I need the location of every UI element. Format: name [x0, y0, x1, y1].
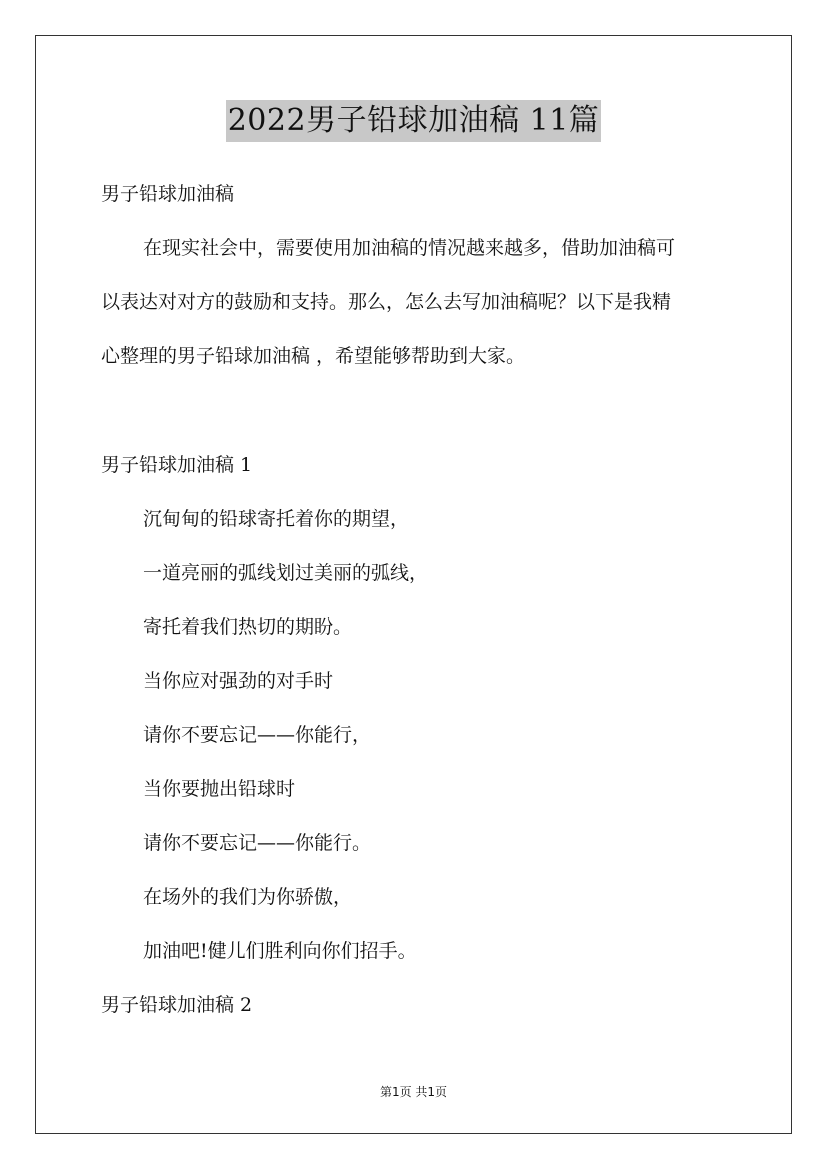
title-container: [0, 100, 827, 142]
intro-heading: 男子铅球加油稿: [101, 183, 235, 205]
poem-line-1: 沉甸甸的铅球寄托着你的期望，: [143, 508, 410, 530]
document-title: 2022男子铅球加油稿 11篇: [226, 100, 602, 142]
intro-line-2: 以表达对对方的鼓励和支持。那么，怎么去写加油稿呢？以下是我精: [101, 291, 672, 313]
poem-line-7: 请你不要忘记——你能行。: [143, 832, 372, 854]
poem-line-8: 在场外的我们为你骄傲，: [143, 886, 353, 908]
poem-line-3: 寄托着我们热切的期盼。: [143, 616, 353, 638]
poem-line-6: 当你要抛出铅球时: [143, 778, 296, 800]
section2-heading: 男子铅球加油稿 2: [101, 994, 253, 1016]
poem-line-5: 请你不要忘记——你能行，: [143, 724, 372, 746]
page-footer: 第1页 共1页: [379, 1085, 448, 1099]
intro-line-1: 在现实社会中，需要使用加油稿的情况越来越多，借助加油稿可: [143, 237, 676, 259]
section1-heading: 男子铅球加油稿 1: [101, 454, 253, 476]
poem-line-2: 一道亮丽的弧线划过美丽的弧线，: [143, 562, 429, 584]
intro-line-3: 心整理的男子铅球加油稿 ，希望能够帮助到大家。: [101, 345, 526, 367]
poem-line-9: 加油吧!健儿们胜利向你们招手。: [143, 940, 417, 962]
poem-line-4: 当你应对强劲的对手时: [143, 670, 334, 692]
